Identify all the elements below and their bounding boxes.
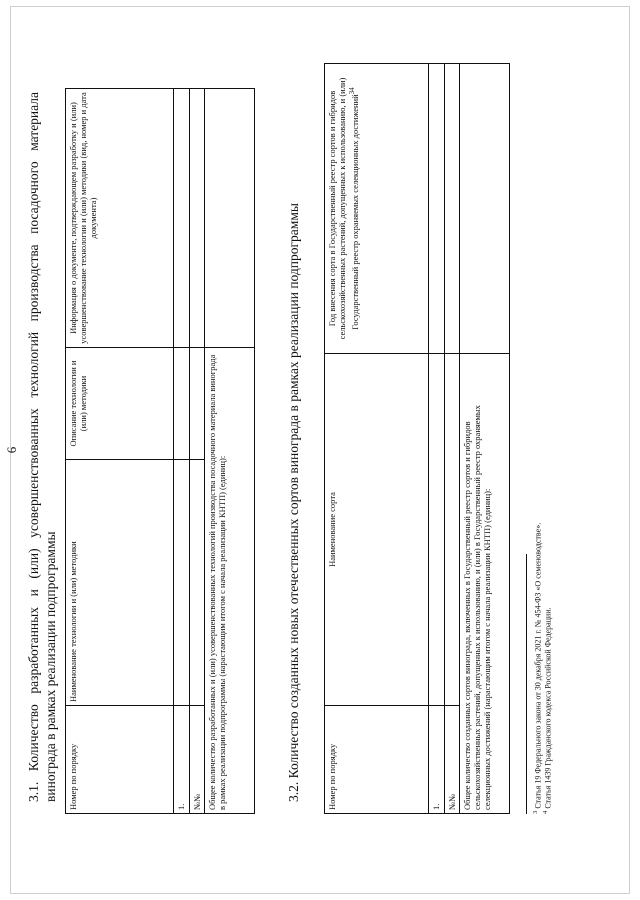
footnote-text: Статья 19 Федерального закона от 30 декабря 2021 г. № 454-ФЗ «О семеноводстве». bbox=[533, 522, 543, 809]
footnote-text: Статья 1439 Гражданского кодекса Российской Федерации. bbox=[543, 607, 553, 809]
footnote-ref-3: 3 bbox=[348, 90, 356, 95]
table-cell bbox=[429, 354, 445, 706]
col-header-technology-description: Описание технологии и (или) методики bbox=[66, 348, 174, 460]
col-header-variety-name: Наименование сорта bbox=[325, 354, 429, 706]
footnote-ref-4: 4 bbox=[348, 87, 356, 91]
footnote-4 bbox=[541, 608, 553, 815]
table-row bbox=[190, 89, 205, 814]
total-label: Общее количество разработанных и (или) усовершенствованных технологий производства посадочного материала винограда в рамках реализации подпрограммы (нарастающим итогом с начала реализации КНТП) (единиц): bbox=[205, 348, 255, 814]
grape-varieties-table bbox=[324, 63, 510, 814]
section-3-1-title-line-1: 3.1. Количество разработанных и (или) усовершенствованных технологий производства посадочного материала bbox=[26, 92, 41, 802]
page-number: 6 bbox=[4, 446, 19, 454]
table-cell bbox=[174, 89, 190, 348]
registration-year-header-text: Год внесения сорта в Государственный реестр сортов и гибридов сельскохозяйственных растений, допущенных к использованию, и (или) Государственный реестр охраняемых селекционных достижений bbox=[327, 77, 360, 340]
table-cell bbox=[174, 348, 190, 460]
table-row bbox=[429, 64, 445, 814]
section-3-2-title: 3.2. Количество созданных новых отечественных сортов винограда в рамках реализации подпрограммы bbox=[286, 203, 301, 802]
table-cell bbox=[190, 348, 205, 460]
table-cell bbox=[190, 89, 205, 348]
footnote-separator bbox=[526, 554, 527, 814]
table-cell bbox=[445, 354, 460, 706]
row-number: 1. bbox=[174, 706, 190, 814]
table-row bbox=[445, 64, 460, 814]
row-number-nn: №№ bbox=[445, 706, 460, 814]
total-row bbox=[205, 89, 255, 814]
table-row bbox=[174, 89, 190, 814]
total-value-cell bbox=[205, 89, 255, 348]
col-header-number: Номер по порядку bbox=[66, 706, 174, 814]
table-cell bbox=[190, 460, 205, 706]
col-header-document-info: Информация о документе, подтверждающем разработку и (или) усовершенствование технологии и (или) методики (вид, номер и дата документа) bbox=[66, 89, 174, 348]
col-header-technology-name: Наименование технологии и (или) методики bbox=[66, 460, 174, 706]
row-number: 1. bbox=[429, 706, 445, 814]
col-header-registration-year bbox=[325, 64, 429, 354]
table-cell bbox=[174, 460, 190, 706]
table-cell bbox=[429, 64, 445, 354]
footnote-mark: 4 bbox=[542, 810, 549, 814]
col-header-number: Номер по порядку bbox=[325, 706, 429, 814]
row-number-nn: №№ bbox=[190, 706, 205, 814]
table-header-row bbox=[66, 89, 174, 814]
technologies-table bbox=[65, 88, 255, 814]
section-3-1-title-line-2: винограда в рамках реализации подпрограммы bbox=[43, 531, 58, 802]
total-row bbox=[460, 64, 510, 814]
table-header-row bbox=[325, 64, 429, 814]
total-label: Общее количество созданных сортов винограда, включенных в Государственный реестр сортов и гибридов сельскохозяйственных растений, допущенных к использованию, и (или) в Государственный реестр охраняемых селекционных достижений (нарастающим итогом с начала реализации КНТП) (единиц): bbox=[460, 354, 510, 814]
total-value-cell bbox=[460, 64, 510, 354]
table-cell bbox=[445, 64, 460, 354]
footnote-mark: 3 bbox=[532, 810, 539, 814]
